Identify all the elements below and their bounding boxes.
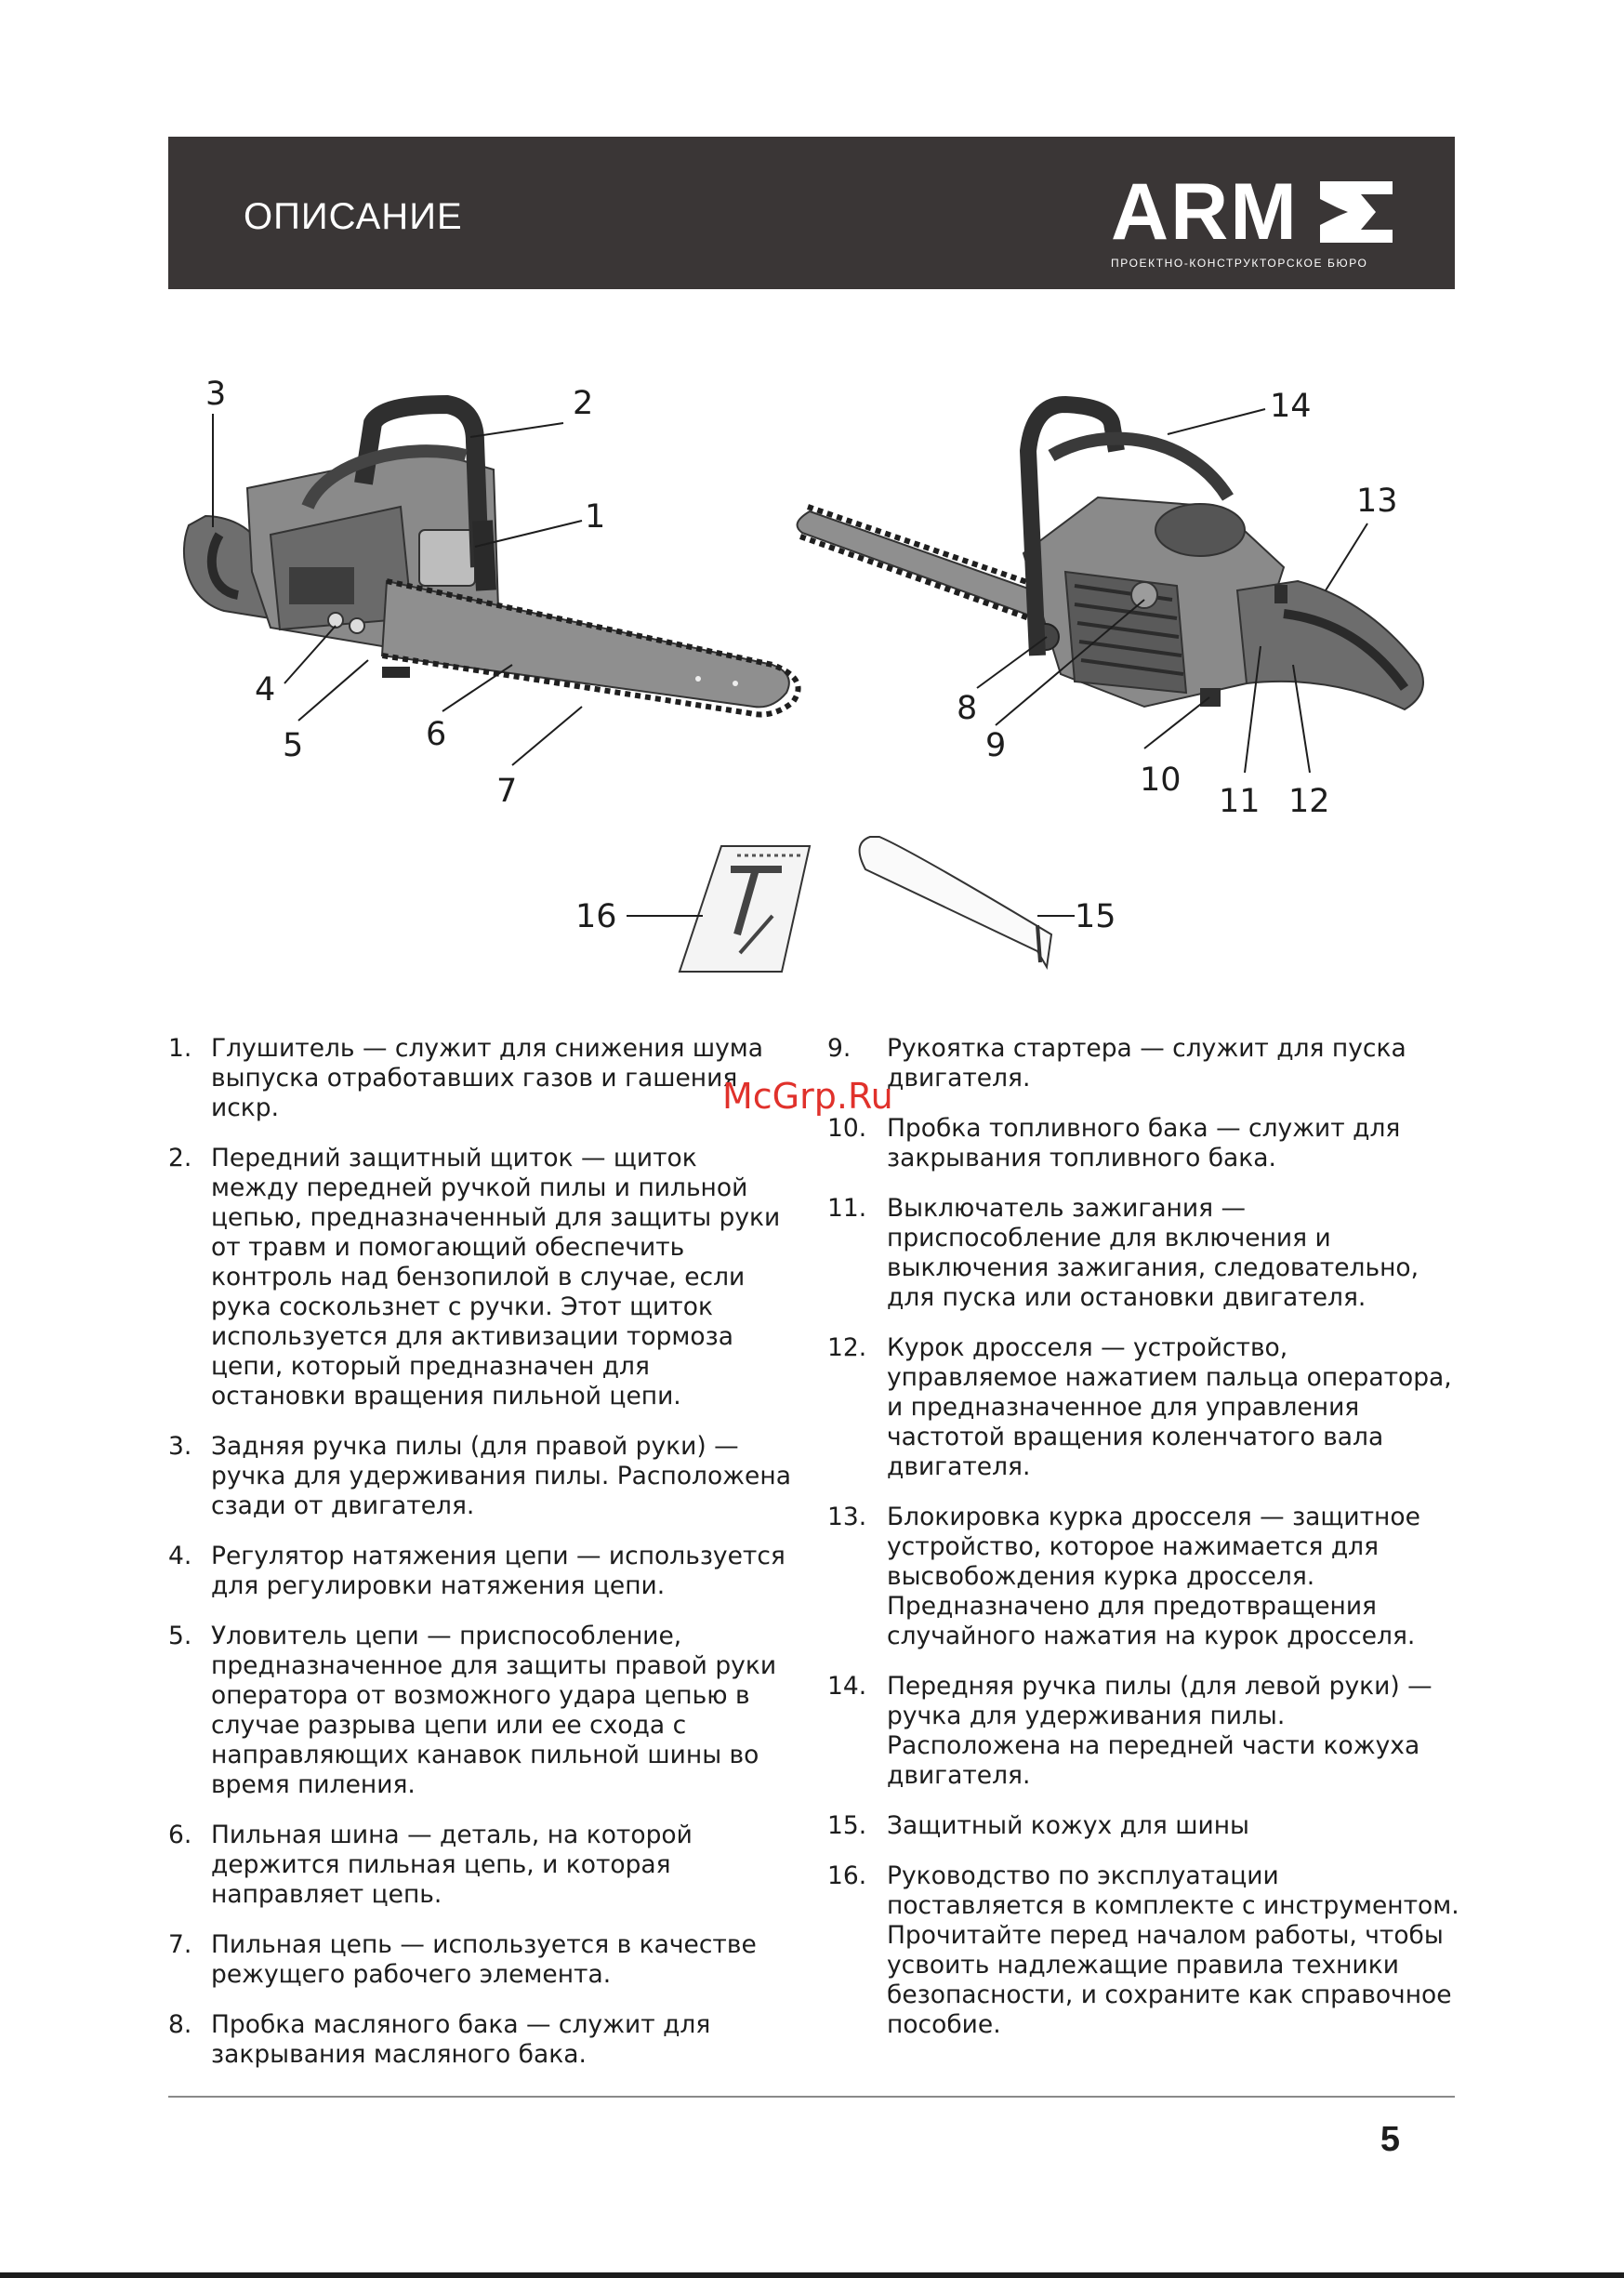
parts-list-right [827, 1034, 1459, 2060]
callout-7: 7 [496, 773, 518, 810]
page-number: 5 [1380, 2120, 1400, 2159]
bottom-edge-bar [0, 2272, 1624, 2278]
left-chainsaw-drawing [184, 404, 799, 715]
list-item: 16. Руководство по эксплуатации поставляется в комплекте с инструментом. Прочитайте перед началом работы, чтобы усвоить надлежащие правила техники безопасности, и сохраните как справочное пособие. [827, 1861, 1459, 2039]
section-title: ОПИСАНИЕ [244, 196, 463, 237]
parts-list-left [168, 1034, 791, 2090]
callout-3: 3 [205, 376, 227, 413]
callout-1: 1 [585, 498, 606, 536]
list-item: 8. Пробка масляного бака — служит для закрывания масляного бака. [168, 2010, 711, 2069]
list-item: 15. Защитный кожух для шины [827, 1811, 1249, 1840]
callout-6: 6 [426, 716, 447, 753]
list-item: 13. Блокировка курка дросселя — защитное устройство, которое нажимается для высвобождения курка дросселя. Предназначено для предотвращения случайного нажатия на курок дросселя. [827, 1503, 1420, 1650]
callout-5: 5 [283, 727, 304, 764]
list-item: 11. Выключатель зажигания — приспособление для включения и выключения зажигания, следовательно, для пуска или остановки двигателя. [827, 1194, 1419, 1312]
logo-subtitle: ПРОЕКТНО-КОНСТРУКТОРСКОЕ БЮРО [1111, 257, 1368, 270]
chainsaw-parts-diagram [168, 367, 1455, 1000]
callout-4: 4 [255, 671, 276, 709]
list-item: 2. Передний защитный щиток — щиток между передней ручкой пилы и пильной цепью, предназначенный для защиты руки от травм и помогающий обеспечить контроль над бензопилой в случае, если рука соскользнет с ручки. Этот щиток используется для активизации тормоза цепи, который предназначен для остановки вращения пильной цепи. [168, 1144, 781, 1411]
callout-9: 9 [985, 727, 1007, 764]
accessories-drawing [680, 837, 1051, 972]
callout-14: 14 [1270, 388, 1312, 425]
callout-13: 13 [1356, 483, 1398, 520]
list-item: 4. Регулятор натяжения цепи — используется для регулировки натяжения цепи. [168, 1542, 786, 1600]
list-item: 5. Уловитель цепи — приспособление, предназначенное для защиты правой руки оператора от возможного удара цепью в случае разрыва цепи или ее схода с направляющих канавок пильной шины во время пиления. [168, 1622, 777, 1799]
callout-16: 16 [575, 898, 617, 935]
chainsaw-illustration [168, 367, 1455, 1000]
section-header [168, 137, 1455, 289]
list-item: 7. Пильная цепь — используется в качестве режущего рабочего элемента. [168, 1930, 757, 1989]
footer-divider [168, 2096, 1455, 2098]
right-chainsaw-drawing [798, 404, 1423, 709]
logo-e-mark-icon [1320, 181, 1393, 243]
list-item: 1. Глушитель — служит для снижения шума выпуска отработавших газов и гашения искр. [168, 1034, 764, 1122]
callout-10: 10 [1140, 762, 1182, 799]
callout-11: 11 [1219, 783, 1261, 820]
callout-15: 15 [1075, 898, 1116, 935]
callout-12: 12 [1288, 783, 1330, 820]
callout-2: 2 [573, 385, 594, 422]
callout-8: 8 [957, 690, 978, 727]
list-item: 3. Задняя ручка пилы (для правой руки) — ручка для удерживания пилы. Расположена сзади от двигателя. [168, 1432, 791, 1520]
list-item: 12. Курок дросселя — устройство, управляемое нажатием пальца оператора, и предназначенное для управления частотой вращения коленчатого вала двигателя. [827, 1333, 1452, 1481]
watermark-text: McGrp.Ru [722, 1076, 893, 1117]
list-item: 6. Пильная шина — деталь, на которой держится пильная цепь, и которая направляет цепь. [168, 1821, 693, 1909]
brand-logo [1111, 167, 1399, 270]
list-item: 9. Рукоятка стартера — служит для пуска двигателя. [827, 1034, 1406, 1093]
list-item: 10. Пробка топливного бака — служит для закрывания топливного бака. [827, 1114, 1401, 1172]
logo-wordmark: ARM [1111, 167, 1299, 257]
list-item: 14. Передняя ручка пилы (для левой руки) — ручка для удерживания пилы. Расположена на передней части кожуха двигателя. [827, 1672, 1433, 1790]
